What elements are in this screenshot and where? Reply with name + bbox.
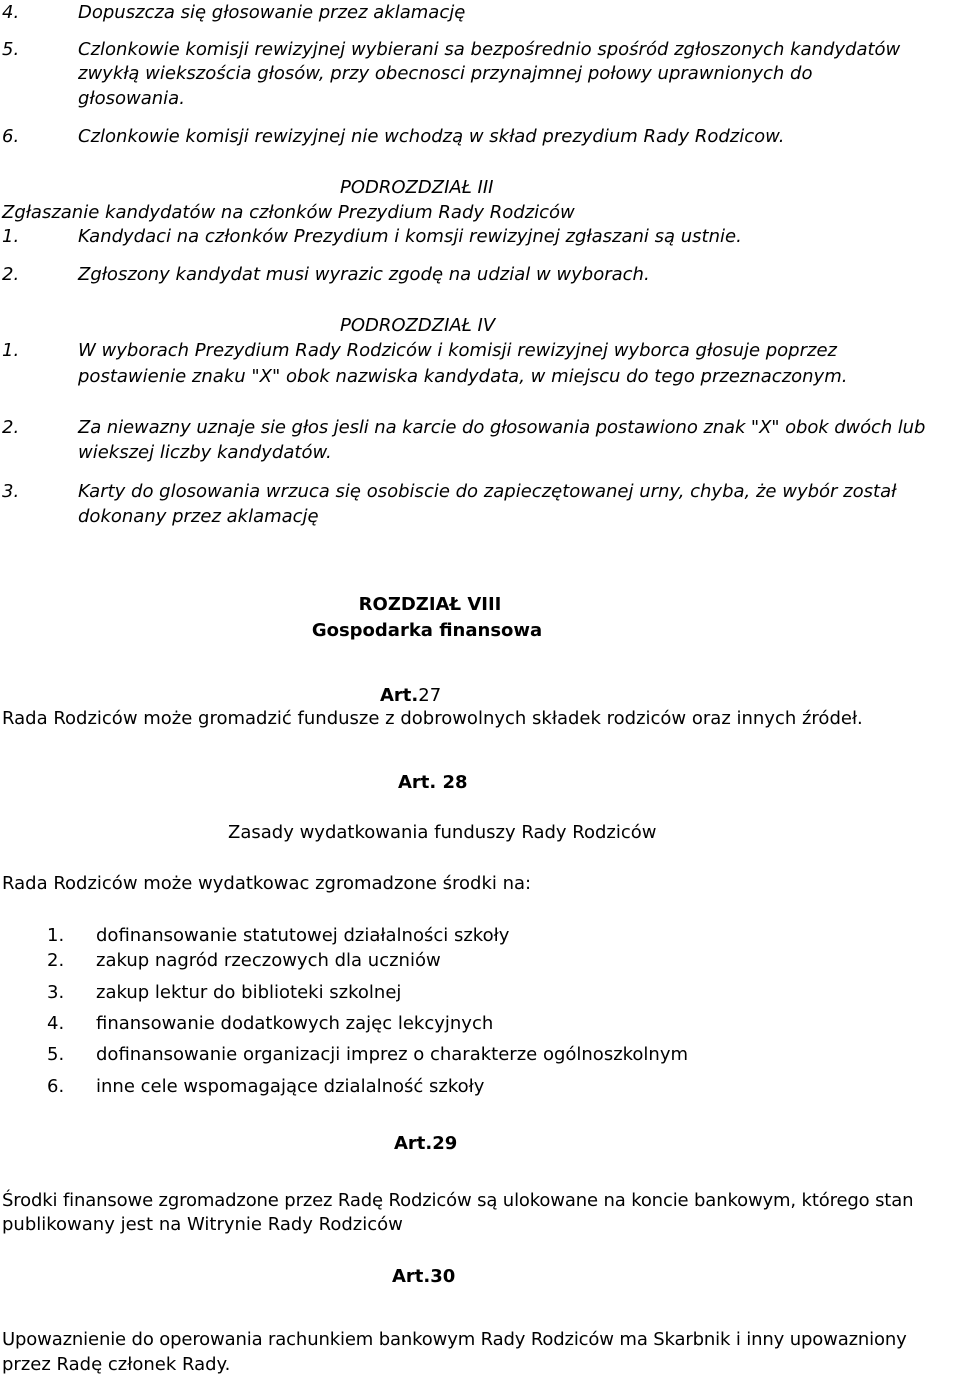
- list-number: 5.: [2, 39, 20, 60]
- article-text: publikowany jest na Witrynie Rady Rodziców: [2, 1214, 403, 1235]
- list-number: 4.: [47, 1013, 65, 1034]
- list-item-text: zakup nagród rzeczowych dla uczniów: [96, 950, 441, 971]
- article-heading: [394, 1133, 457, 1155]
- list-item-text: dokonany przez aklamację: [78, 506, 319, 527]
- list-item-text: dofinansowanie statutowej działalności szkoły: [96, 925, 510, 946]
- article-heading: [380, 685, 441, 707]
- list-number: 4.: [2, 2, 20, 23]
- list-number: 2.: [2, 264, 20, 285]
- list-item-text: Zgłoszony kandydat musi wyrazic zgodę na udzial w wyborach.: [78, 264, 650, 285]
- list-item-text: Karty do glosowania wrzuca się osobiscie do zapieczętowanej urny, chyba, że wybór został: [78, 481, 897, 502]
- list-item-text: Czlonkowie komisji rewizyjnej wybierani sa bezpośrednio spośród zgłoszonych kandydatów: [78, 39, 901, 60]
- list-number: 6.: [2, 126, 20, 147]
- list-number: 2.: [47, 950, 65, 971]
- list-number: 6.: [47, 1076, 65, 1097]
- article-heading: [398, 772, 468, 794]
- article-number: 30: [430, 1266, 456, 1287]
- list-item-text: zwykłą wiekszościa głosów, przy obecnosci przynajmnej połowy uprawnionych do: [78, 63, 813, 84]
- list-number: 1.: [47, 925, 65, 946]
- list-number: 1.: [2, 226, 20, 247]
- list-item-text: dofinansowanie organizacji imprez o charakterze ogólnoszkolnym: [96, 1044, 689, 1065]
- article-label: Art.: [394, 1133, 433, 1154]
- article-label: Art.: [380, 685, 419, 706]
- article-text: Upowaznienie do operowania rachunkiem bankowym Rady Rodziców ma Skarbnik i inny upowazniony: [2, 1329, 907, 1350]
- article-number: 28: [442, 772, 468, 793]
- article-label: Art.: [392, 1266, 431, 1287]
- list-item-text: finansowanie dodatkowych zajęc lekcyjnych: [96, 1013, 494, 1034]
- article-text: Środki finansowe zgromadzone przez Radę Rodziców są ulokowane na koncie bankowym, którego stan: [2, 1190, 914, 1211]
- list-number: 3.: [47, 982, 65, 1003]
- list-item-text: Za niewazny uznaje sie głos jesli na karcie do głosowania postawiono znak "X" obok dwóch lub: [78, 417, 926, 438]
- list-number: 2.: [2, 417, 20, 438]
- article-text: Rada Rodziców może gromadzić fundusze z dobrowolnych składek rodziców oraz innych źródeł.: [2, 708, 863, 729]
- article-subheading: Zasady wydatkowania funduszy Rady Rodziców: [228, 822, 657, 843]
- article-number: 27: [418, 685, 442, 706]
- article-number: 29: [432, 1133, 458, 1154]
- list-number: 3.: [2, 481, 20, 502]
- list-item-text: zakup lektur do biblioteki szkolnej: [96, 982, 402, 1003]
- chapter-title: ROZDZIAŁ VIII: [358, 594, 502, 615]
- list-number: 5.: [47, 1044, 65, 1065]
- subsection-heading: PODROZDZIAŁ III: [340, 177, 494, 198]
- list-item-text: Kandydaci na członków Prezydium i komsji rewizyjnej zgłaszani są ustnie.: [78, 226, 742, 247]
- list-number: 1.: [2, 340, 20, 361]
- article-label: Art.: [398, 772, 443, 793]
- article-intro: Rada Rodziców może wydatkowac zgromadzone środki na:: [2, 873, 532, 894]
- list-item-text: Dopuszcza się głosowanie przez aklamację: [78, 2, 466, 23]
- chapter-subtitle: Gospodarka finansowa: [311, 620, 543, 641]
- list-item-text: Czlonkowie komisji rewizyjnej nie wchodzą w skład prezydium Rady Rodzicow.: [78, 126, 785, 147]
- list-item-text: głosowania.: [78, 88, 185, 109]
- subsection-subtitle: Zgłaszanie kandydatów na członków Prezydium Rady Rodziców: [2, 202, 575, 223]
- subsection-heading: PODROZDZIAŁ IV: [340, 315, 496, 336]
- list-item-text: wiekszej liczby kandydatów.: [78, 442, 332, 463]
- article-text: przez Radę członek Rady.: [2, 1354, 231, 1375]
- article-heading: [392, 1266, 455, 1288]
- list-item-text: W wyborach Prezydium Rady Rodziców i komisji rewizyjnej wyborca głosuje poprzez: [78, 340, 837, 361]
- list-item-text: postawienie znaku "X" obok nazwiska kandydata, w miejscu do tego przeznaczonym.: [78, 366, 848, 387]
- list-item-text: inne cele wspomagające dzialalność szkoły: [96, 1076, 485, 1097]
